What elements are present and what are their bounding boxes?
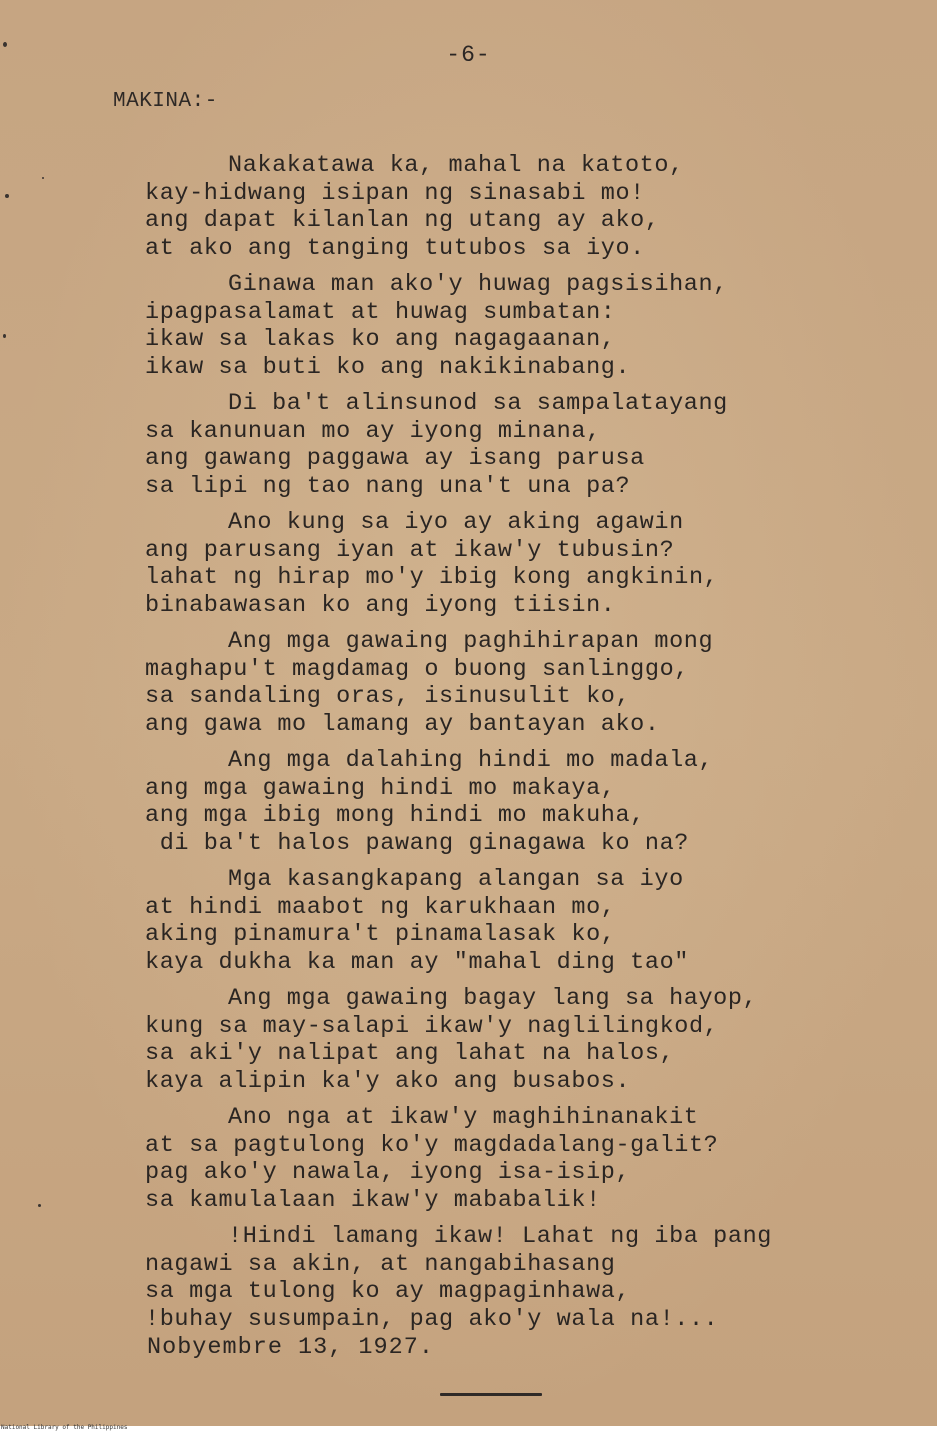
- poem-line: sa sandaling oras, isinusulit ko,: [145, 683, 631, 710]
- poem-line: pag ako'y nawala, iyong isa-isip,: [145, 1159, 631, 1186]
- poem-line: !Hindi lamang ikaw! Lahat ng iba pang: [228, 1223, 772, 1250]
- poem-line: ang gawang paggawa ay isang parusa: [145, 445, 645, 472]
- poem-line: kaya alipin ka'y ako ang busabos.: [145, 1067, 631, 1095]
- poem-line: Ang mga gawaing bagay lang sa hayop,: [228, 985, 758, 1012]
- poem-line: sa kamulalaan ikaw'y mababalik!: [145, 1186, 601, 1214]
- paper-speck: [5, 194, 9, 198]
- poem-line: ikaw sa lakas ko ang nagagaanan,: [145, 326, 616, 353]
- poem-line: sa kanunuan mo ay iyong minana,: [145, 417, 601, 445]
- poem-line: Ano nga at ikaw'y maghihinanakit: [228, 1104, 699, 1131]
- poem-line: at sa pagtulong ko'y magdadalang-galit?: [145, 1131, 719, 1159]
- speaker-heading: MAKINA:-: [113, 90, 218, 113]
- poem-body: [145, 152, 925, 1333]
- stanza-4: [145, 509, 925, 619]
- stanza-2: [145, 271, 925, 381]
- poem-line: lahat ng hirap mo'y ibig kong angkinin,: [145, 564, 719, 591]
- poem-line: Ang mga dalahing hindi mo madala,: [228, 747, 714, 774]
- poem-line: ang mga gawaing hindi mo makaya,: [145, 774, 616, 802]
- poem-line: ipagpasalamat at huwag sumbatan:: [145, 298, 616, 326]
- paper-speck: [3, 334, 6, 338]
- poem-date: Nobyembre 13, 1927.: [147, 1334, 434, 1361]
- poem-line: !buhay susumpain, pag ako'y wala na!...: [145, 1305, 719, 1333]
- poem-line: sa mga tulong ko ay magpaginhawa,: [145, 1278, 631, 1305]
- poem-line: di ba't halos pawang ginagawa ko na?: [145, 829, 689, 857]
- poem-line: sa aki'y nalipat ang lahat na halos,: [145, 1040, 675, 1067]
- poem-line: maghapu't magdamag o buong sanlinggo,: [145, 655, 689, 683]
- stanza-1: [145, 152, 925, 262]
- footer-credit: National Library of the Philippines: [1, 1424, 128, 1431]
- stanza-3: [145, 390, 925, 500]
- poem-line: Ano kung sa iyo ay aking agawin: [228, 509, 684, 536]
- poem-line: Di ba't alinsunod sa sampalatayang: [228, 390, 728, 417]
- end-rule-divider: [440, 1393, 542, 1396]
- poem-line: Ginawa man ako'y huwag pagsisihan,: [228, 271, 728, 298]
- poem-line: Mga kasangkapang alangan sa iyo: [228, 866, 684, 893]
- paper-speck: [3, 42, 7, 47]
- poem-line: ang dapat kilanlan ng utang ay ako,: [145, 207, 660, 234]
- page-number: -6-: [446, 42, 491, 68]
- poem-line: ang mga ibig mong hindi mo makuha,: [145, 802, 645, 829]
- poem-line: at ako ang tanging tutubos sa iyo.: [145, 234, 645, 262]
- stanza-5: [145, 628, 925, 738]
- poem-line: Ang mga gawaing paghihirapan mong: [228, 628, 714, 655]
- poem-line: nagawi sa akin, at nangabihasang: [145, 1250, 616, 1278]
- stanza-8: [145, 985, 925, 1095]
- poem-line: ang parusang iyan at ikaw'y tubusin?: [145, 536, 675, 564]
- poem-line: at hindi maabot ng karukhaan mo,: [145, 893, 616, 921]
- poem-line: ang gawa mo lamang ay bantayan ako.: [145, 710, 660, 738]
- stanza-9: [145, 1104, 925, 1214]
- poem-line: sa lipi ng tao nang una't una pa?: [145, 472, 631, 500]
- paper-speck: [42, 177, 44, 179]
- poem-line: aking pinamura't pinamalasak ko,: [145, 921, 616, 948]
- poem-line: Nakakatawa ka, mahal na katoto,: [228, 152, 684, 179]
- stanza-6: [145, 747, 925, 857]
- poem-line: kay-hidwang isipan ng sinasabi mo!: [145, 179, 645, 207]
- stanza-7: [145, 866, 925, 976]
- poem-line: ikaw sa buti ko ang nakikinabang.: [145, 353, 631, 381]
- paper-speck: [38, 1204, 41, 1207]
- poem-line: binabawasan ko ang iyong tiisin.: [145, 591, 616, 619]
- footer-bar: [0, 1426, 937, 1433]
- stanza-10: [145, 1223, 925, 1333]
- poem-line: kaya dukha ka man ay "mahal ding tao": [145, 948, 689, 976]
- poem-line: kung sa may-salapi ikaw'y naglilingkod,: [145, 1012, 719, 1040]
